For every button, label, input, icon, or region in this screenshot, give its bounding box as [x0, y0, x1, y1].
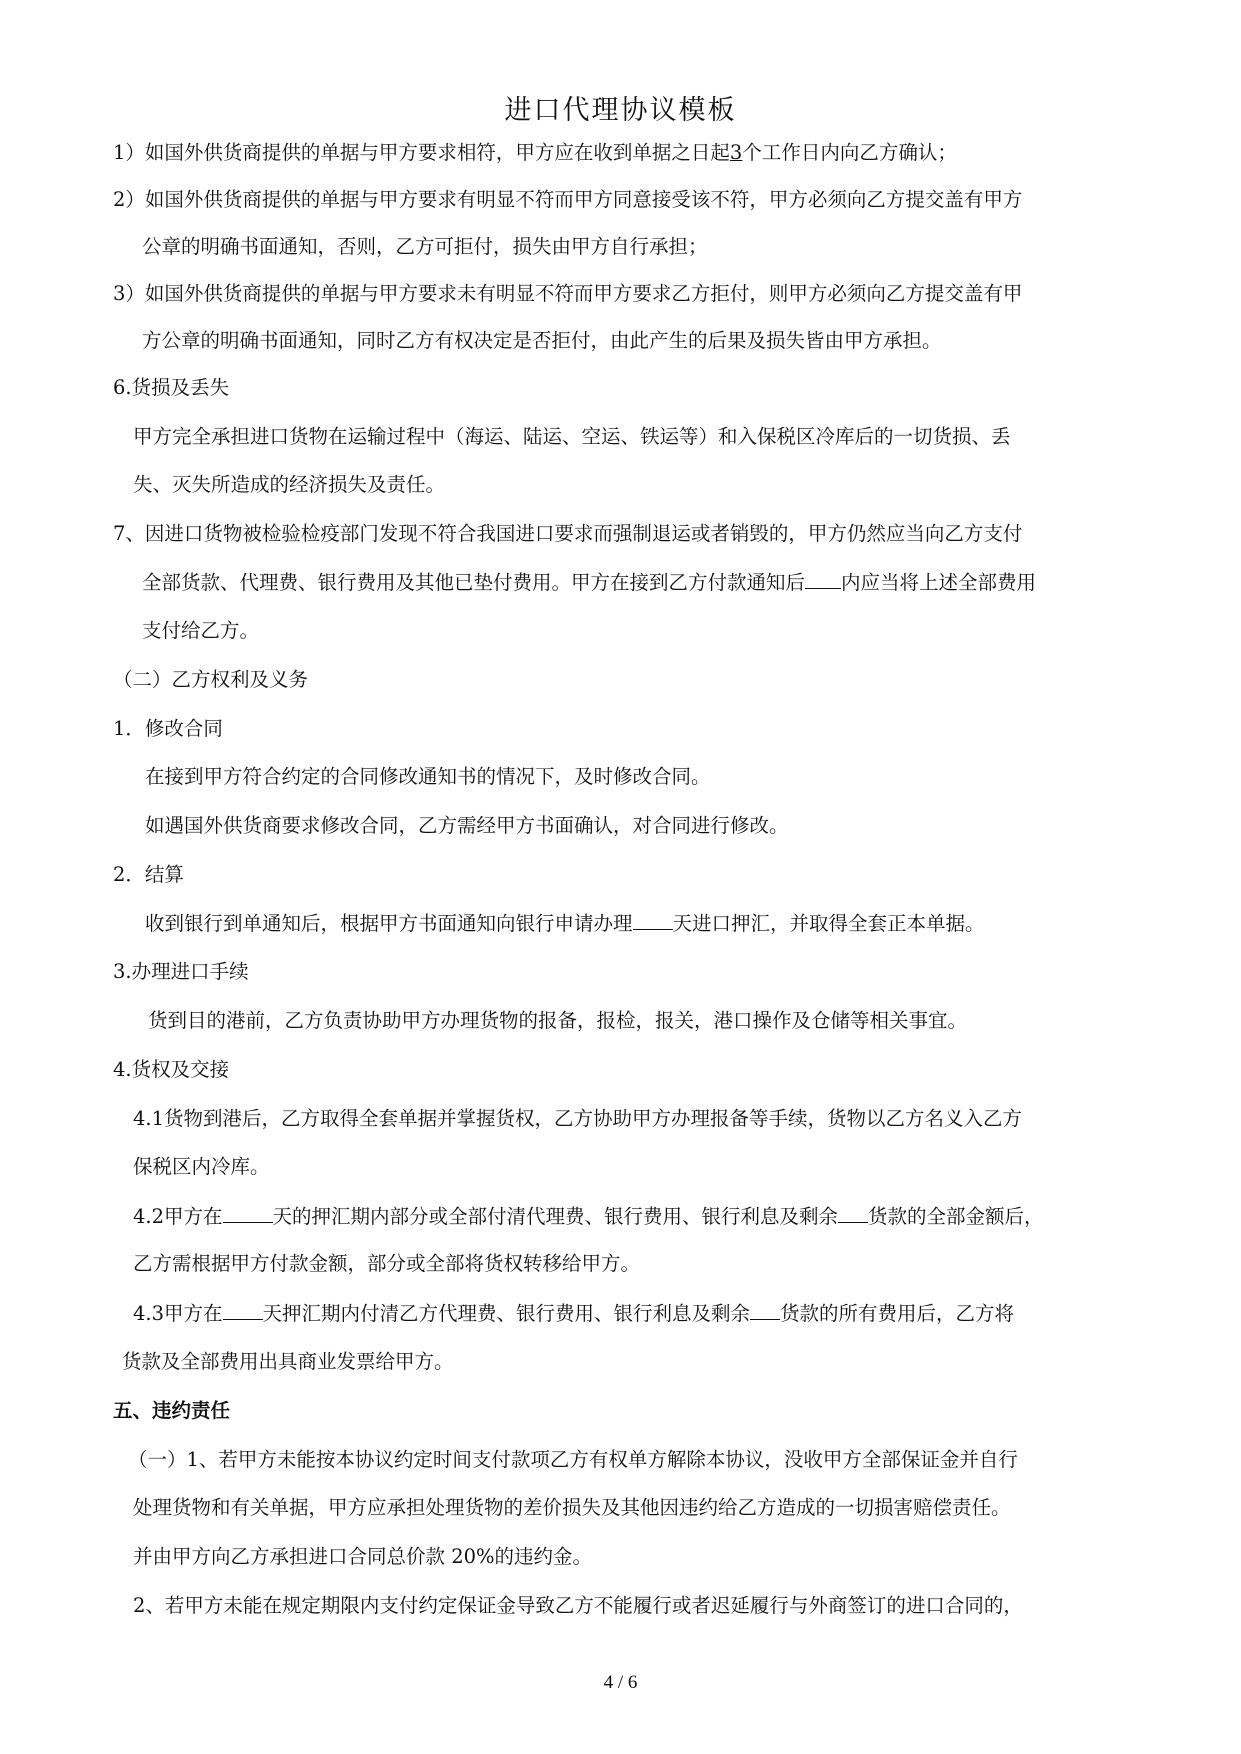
- para-7-line-2: 全部货款、代理费、银行费用及其他已垫付费用。甲方在接到乙方付款通知后 内应当将上述全部费用: [142, 568, 1036, 597]
- heading-6: 6.货损及丢失: [113, 376, 230, 399]
- blank-field: [750, 1299, 780, 1320]
- para-4-3-line-2: 货款及全部费用出具商业发票给甲方。: [122, 1350, 454, 1373]
- blank-field: [223, 1202, 273, 1223]
- clause-2-line-1: 2）如国外供货商提供的单据与甲方要求有明显不符而甲方同意接受该不符，甲方必须向乙方提交盖有甲方: [113, 188, 1023, 211]
- para-6-line-2: 失、灭失所造成的经济损失及责任。: [133, 473, 446, 496]
- blank-field: [805, 568, 841, 589]
- clause-1: 1）如国外供货商提供的单据与甲方要求相符，甲方应在收到单据之日起3个工作日内向乙方确认；: [113, 141, 957, 164]
- document-title: 进口代理协议模板: [504, 95, 737, 126]
- para-7-line-1: 7、因进口货物被检验检疫部门发现不符合我国进口要求而强制退运或者销毁的，甲方仍然应当向乙方支付: [113, 522, 1023, 545]
- heading-3: 3.办理进口手续: [113, 960, 249, 983]
- days-value: 3: [729, 141, 743, 164]
- heading-4: 4.货权及交接: [113, 1058, 230, 1081]
- clause-3-line-2: 方公章的明确书面通知，同时乙方有权决定是否拒付，由此产生的后果及损失皆由甲方承担。: [142, 329, 942, 352]
- page-number: 4 / 6: [603, 1672, 638, 1693]
- para-3: 货到目的港前，乙方负责协助甲方办理货物的报备，报检，报关，港口操作及仓储等相关事宜。: [148, 1009, 968, 1032]
- para-4-1-line-1: 4.1货物到港后，乙方取得全套单据并掌握货权，乙方协助甲方办理报备等手续，货物以乙方名义入乙方: [133, 1107, 1023, 1130]
- clause-2-line-2: 公章的明确书面通知，否则，乙方可拒付，损失由甲方自行承担；: [142, 235, 708, 258]
- blank-field: [633, 909, 673, 930]
- para-4-2-line-1: 4.2甲方在 天的押汇期内部分或全部付清代理费、银行费用、银行利息及剩余 货款的全部金额后，: [133, 1202, 1044, 1231]
- para-2: 收到银行到单通知后，根据甲方书面通知向银行申请办理 天进口押汇，并取得全套正本单据。: [145, 909, 985, 938]
- section-5-heading: 五、违约责任: [113, 1399, 231, 1422]
- blank-field: [223, 1299, 263, 1320]
- para-4-3-line-1: 4.3甲方在 天押汇期内付清乙方代理费、银行费用、银行利息及剩余 货款的所有费用后，乙方将: [133, 1299, 1014, 1328]
- heading-1: 1．修改合同: [113, 717, 223, 740]
- para-5-1-line-2: 处理货物和有关单据，甲方应承担处理货物的差价损失及其他因违约给乙方造成的一切损害赔偿责任。: [133, 1496, 1011, 1519]
- para-4-1-line-2: 保税区内冷库。: [133, 1155, 270, 1178]
- para-7-line-3: 支付给乙方。: [142, 619, 260, 642]
- para-1-line-1: 在接到甲方符合约定的合同修改通知书的情况下，及时修改合同。: [145, 765, 711, 788]
- heading-2: 2．结算: [113, 863, 184, 886]
- section-2-heading: （二）乙方权利及义务: [113, 668, 309, 691]
- blank-field: [838, 1202, 868, 1223]
- para-5-1-line-3: 并由甲方向乙方承担进口合同总价款 20%的违约金。: [133, 1545, 593, 1568]
- para-6-line-1: 甲方完全承担进口货物在运输过程中（海运、陆运、空运、铁运等）和入保税区冷库后的一切货损、丢: [133, 425, 1011, 448]
- para-5-2-line-1: 2、若甲方未能在规定期限内支付约定保证金导致乙方不能履行或者迟延履行与外商签订的进口合同的，: [133, 1594, 1023, 1617]
- para-4-2-line-2: 乙方需根据甲方付款金额，部分或全部将货权转移给甲方。: [133, 1252, 641, 1275]
- para-1-line-2: 如遇国外供货商要求修改合同，乙方需经甲方书面确认，对合同进行修改。: [145, 814, 789, 837]
- clause-3-line-1: 3）如国外供货商提供的单据与甲方要求未有明显不符而甲方要求乙方拒付，则甲方必须向乙方提交盖有甲: [113, 282, 1023, 305]
- para-5-1-line-1: （一）1、若甲方未能按本协议约定时间支付款项乙方有权单方解除本协议，没收甲方全部保证金并自行: [128, 1448, 1018, 1471]
